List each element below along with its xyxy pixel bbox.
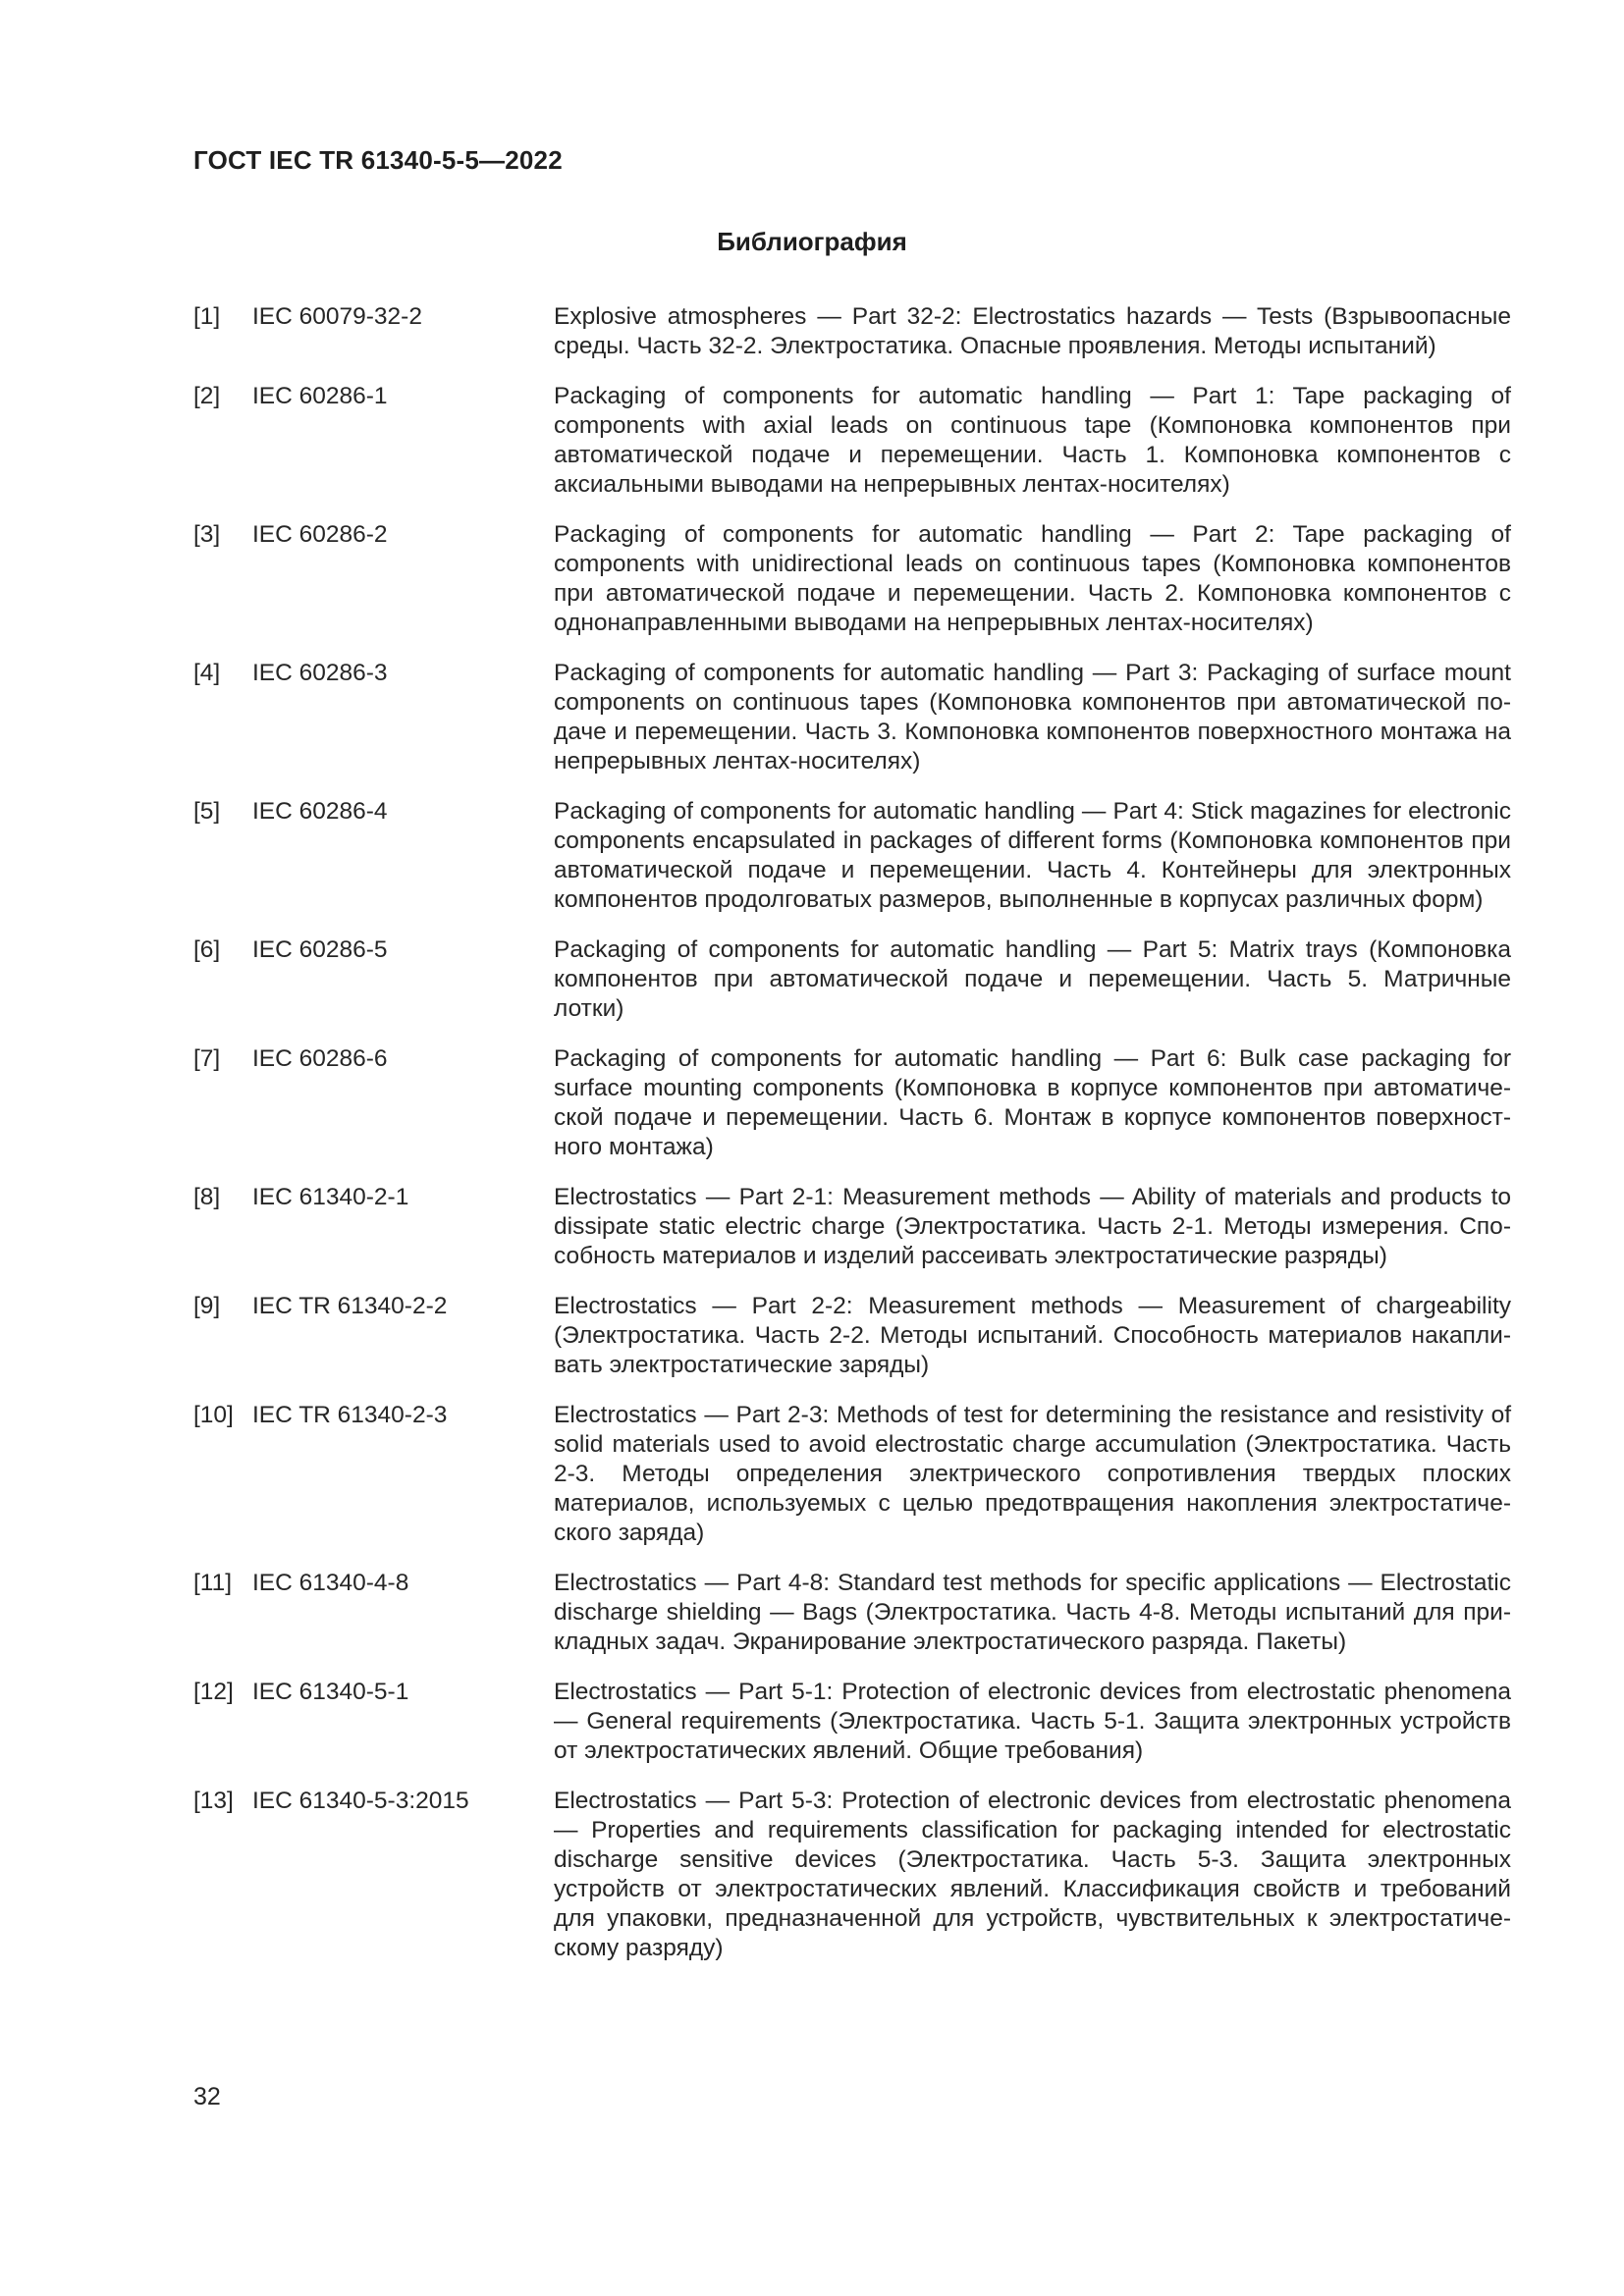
entry-number: [8] bbox=[193, 1184, 221, 1210]
bibliography-list bbox=[193, 302, 1511, 1984]
standard-code: IEC 60286-1 bbox=[252, 383, 388, 409]
standard-code: IEC 60286-5 bbox=[252, 936, 388, 963]
entry-title: Packaging of components for automatic handling — Part 4: Stick magazines for electronic components encapsulated in packages of different forms (Компоновка компонентов при автоматической подаче и перемещении. Часть 4. Контейнеры для электронных компонентов продолговатых размеров, выполненные в корпусах различных форм) bbox=[554, 798, 1511, 913]
entry-title: Electrostatics — Part 2-2: Measurement methods — Measurement of chargeability (Электростатика. Часть 2-2. Методы испытаний. Способность материалов накапливать электростатические заряды) bbox=[554, 1293, 1511, 1378]
entry-title: Electrostatics — Part 5-1: Protection of electronic devices from electrostatic phenomena — General requirements (Электростатика. Часть 5-1. Защита электронных устройств от электростатических явлений. Общие требования) bbox=[554, 1679, 1511, 1764]
standard-code: IEC 60286-2 bbox=[252, 521, 388, 548]
bibliography-entry bbox=[193, 520, 1511, 638]
entry-title: Packaging of components for automatic handling — Part 5: Matrix trays (Компоновка компонентов при автоматической подаче и перемещении. Часть 5. Матричные лотки) bbox=[554, 936, 1511, 1022]
entry-number: [11] bbox=[193, 1570, 233, 1596]
standard-code: IEC 61340-2-1 bbox=[252, 1184, 409, 1210]
entry-number: [3] bbox=[193, 521, 221, 548]
standard-code: IEC TR 61340-2-3 bbox=[252, 1402, 448, 1428]
entry-title: Explosive atmospheres — Part 32-2: Electrostatics hazards — Tests (Взрывоопасные среды. Часть 32-2. Электростатика. Опасные проявления. Методы испытаний) bbox=[554, 303, 1511, 359]
bibliography-entry bbox=[193, 382, 1511, 500]
bibliography-entry bbox=[193, 1401, 1511, 1548]
entry-number: [7] bbox=[193, 1045, 221, 1072]
bibliography-entry bbox=[193, 1787, 1511, 1963]
entry-number: [12] bbox=[193, 1679, 234, 1705]
standard-code: IEC 60286-3 bbox=[252, 660, 388, 686]
standard-code: IEC 61340-4-8 bbox=[252, 1570, 409, 1596]
standard-code: IEC TR 61340-2-2 bbox=[252, 1293, 448, 1319]
bibliography-entry bbox=[193, 1292, 1511, 1380]
entry-title: Electrostatics — Part 2-1: Measurement methods — Ability of materials and products to dissipate static electric charge (Электростатика. Часть 2-1. Методы измерения. Способность материалов и изделий рассеивать электростатические разряды) bbox=[554, 1184, 1511, 1269]
standard-code: IEC 60286-4 bbox=[252, 798, 388, 825]
entry-number: [9] bbox=[193, 1293, 221, 1319]
entry-title: Packaging of components for automatic handling — Part 2: Tape packaging of components with unidirectional leads on continuous tapes (Компоновка компонентов при автоматической подаче и перемещении. Часть 2. Компоновка компонентов с однонаправленными выводами на непрерывных лентах-носителях) bbox=[554, 521, 1511, 636]
entry-number: [5] bbox=[193, 798, 221, 825]
bibliography-entry bbox=[193, 797, 1511, 915]
entry-number: [1] bbox=[193, 303, 221, 330]
standard-code: IEC 61340-5-3:2015 bbox=[252, 1788, 469, 1814]
entry-number: [13] bbox=[193, 1788, 234, 1814]
entry-title: Electrostatics — Part 4-8: Standard test methods for specific applications — Electrostatic discharge shielding — Bags (Электростатика. Часть 4-8. Методы испытаний для прикладных задач. Экранирование электростатического разряда. Пакеты) bbox=[554, 1570, 1511, 1655]
entry-title: Electrostatics — Part 5-3: Protection of electronic devices from electrostatic phenomena — Properties and requirements classification for packaging intended for electrostatic discharge sensitive devices (Электростатика. Часть 5-3. Защита электронных устройств от электростатических явлений. Классификация свойств и требований для упаковки, предназначенной для устройств, чувствительных к электростатическому разряду) bbox=[554, 1788, 1511, 1961]
entry-number: [6] bbox=[193, 936, 221, 963]
bibliography-entry bbox=[193, 935, 1511, 1024]
entry-number: [10] bbox=[193, 1402, 234, 1428]
bibliography-entry bbox=[193, 1569, 1511, 1657]
section-title: Библиография bbox=[717, 227, 907, 256]
document-header: ГОСТ IEC TR 61340-5-5—2022 bbox=[193, 145, 563, 175]
entry-title: Packaging of components for automatic handling — Part 1: Tape packaging of components with axial leads on continuous tape (Компоновка компонентов при автоматической подаче и перемещении. Часть 1. Компоновка компонентов с аксиальными выводами на непрерывных лентах-носителях) bbox=[554, 383, 1511, 498]
entry-title: Packaging of components for automatic handling — Part 3: Packaging of surface mount components on continuous tapes (Компоновка компонентов при автоматической подаче и перемещении. Часть 3. Компоновка компонентов поверхностного монтажа на непрерывных лентах-носителях) bbox=[554, 660, 1511, 774]
entry-title: Electrostatics — Part 2-3: Methods of test for determining the resistance and resistivity of solid materials used to avoid electrostatic charge accumulation (Электростатика. Часть 2-3. Методы определения электрического сопротивления твердых плоских материалов, используемых с целью предотвращения накопления электростатического заряда) bbox=[554, 1402, 1511, 1546]
entry-title: Packaging of components for automatic handling — Part 6: Bulk case packaging for surface mounting components (Компоновка в корпусе компонентов при автоматической подаче и перемещении. Часть 6. Монтаж в корпусе компонентов поверхностного монтажа) bbox=[554, 1045, 1511, 1160]
bibliography-entry bbox=[193, 1678, 1511, 1766]
standard-code: IEC 61340-5-1 bbox=[252, 1679, 409, 1705]
bibliography-entry bbox=[193, 1183, 1511, 1271]
standard-code: IEC 60079-32-2 bbox=[252, 303, 422, 330]
bibliography-entry bbox=[193, 659, 1511, 776]
bibliography-entry bbox=[193, 1044, 1511, 1162]
page-number: 32 bbox=[193, 2083, 221, 2110]
entry-number: [2] bbox=[193, 383, 221, 409]
standard-code: IEC 60286-6 bbox=[252, 1045, 388, 1072]
bibliography-entry bbox=[193, 302, 1511, 361]
entry-number: [4] bbox=[193, 660, 221, 686]
